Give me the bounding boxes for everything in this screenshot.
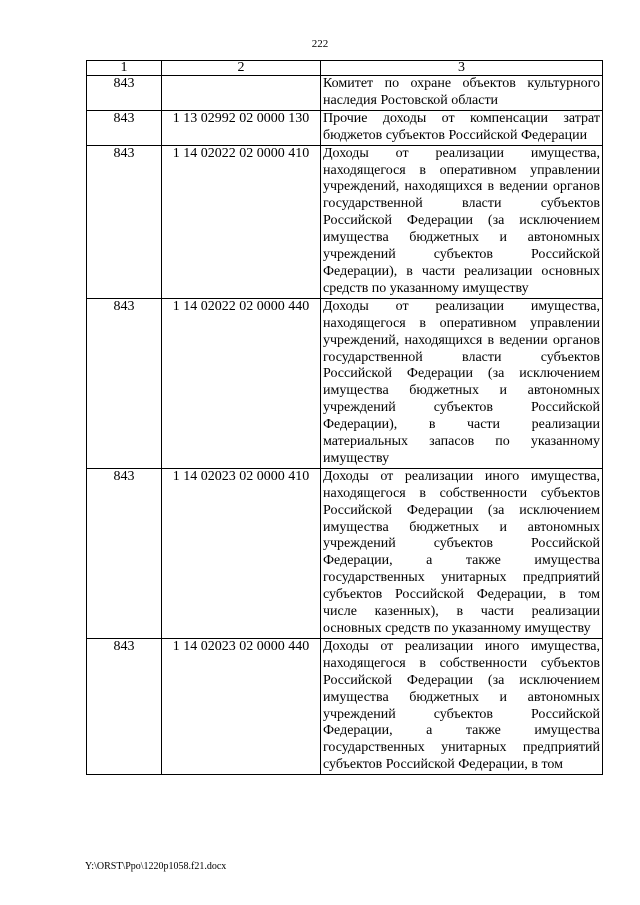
revenue-code-cell [162, 76, 321, 111]
table-row [87, 110, 603, 145]
column-header-3: 3 [321, 61, 603, 76]
revenue-code-cell: 1 14 02023 02 0000 410 [162, 468, 321, 638]
revenue-code-cell: 1 14 02022 02 0000 440 [162, 298, 321, 468]
column-header-2: 2 [162, 61, 321, 76]
admin-code-cell: 843 [87, 145, 162, 298]
revenue-code-cell: 1 14 02023 02 0000 440 [162, 638, 321, 774]
description-cell: Доходы от реализации имущества, находящегося в оперативном управлении учреждений, находящихся в ведении органов государственной власти субъектов Российской Федерации (за исключением имущества бюджетных и автономных учреждений субъектов Российской Федерации), в части реализации основных средств по указанному имуществу [321, 145, 603, 298]
description-cell: Комитет по охране объектов культурного наследия Ростовской области [321, 76, 603, 111]
table-row [87, 468, 603, 638]
admin-code-cell: 843 [87, 298, 162, 468]
table-header-row [87, 61, 603, 76]
revenue-code-cell: 1 13 02992 02 0000 130 [162, 110, 321, 145]
admin-code-cell: 843 [87, 110, 162, 145]
table-row [87, 145, 603, 298]
table-row [87, 298, 603, 468]
table-row [87, 76, 603, 111]
description-cell: Доходы от реализации иного имущества, находящегося в собственности субъектов Российской Федерации (за исключением имущества бюджетных и автономных учреждений субъектов Российской Федерации, а также имущества государственных унитарных предприятий субъектов Российской Федерации, в том числе казенных), в части реализации основных средств по указанному имуществу [321, 468, 603, 638]
description-cell: Доходы от реализации имущества, находящегося в оперативном управлении учреждений, находящихся в ведении органов государственной власти субъектов Российской Федерации (за исключением имущества бюджетных и автономных учреждений субъектов Российской Федерации), в части реализации материальных запасов по указанному имуществу [321, 298, 603, 468]
admin-code-cell: 843 [87, 76, 162, 111]
description-cell: Доходы от реализации иного имущества, находящегося в собственности субъектов Российской Федерации (за исключением имущества бюджетных и автономных учреждений субъектов Российской Федерации, а также имущества государственных унитарных предприятий субъектов Российской Федерации, в том [321, 638, 603, 774]
revenue-code-cell: 1 14 02022 02 0000 410 [162, 145, 321, 298]
admin-code-cell: 843 [87, 638, 162, 774]
revenue-codes-table [86, 60, 603, 775]
column-header-1: 1 [87, 61, 162, 76]
admin-code-cell: 843 [87, 468, 162, 638]
page-number: 222 [311, 38, 329, 50]
description-cell: Прочие доходы от компенсации затрат бюджетов субъектов Российской Федерации [321, 110, 603, 145]
table-row [87, 638, 603, 774]
file-path-footer: Y:\ORST\Ppo\1220p1058.f21.docx [85, 861, 227, 872]
